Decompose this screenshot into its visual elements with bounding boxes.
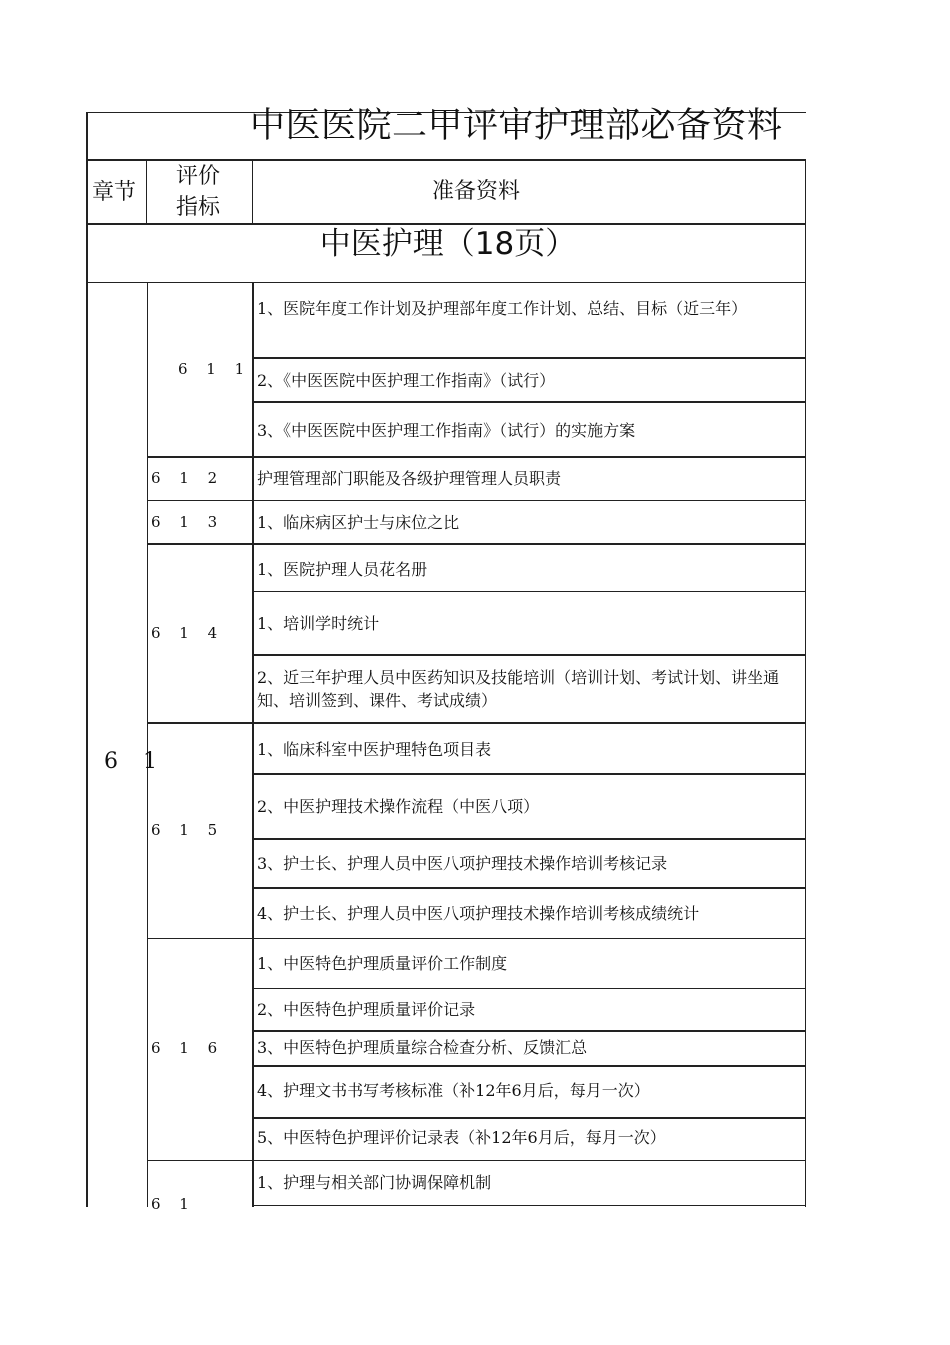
list-item: 2、近三年护理人员中医药知识及技能培训（培训计划、考试计划、讲坐通知、培训签到、课件、考试成绩）: [257, 668, 780, 710]
header-chapter: 章节: [92, 180, 137, 205]
list-item: 1、医院护理人员花名册: [257, 560, 428, 579]
list-item: 护理管理部门职能及各级护理管理人员职责: [257, 469, 562, 488]
section-heading: 中医护理（18页）: [319, 226, 577, 262]
list-item: 5、中医特色护理评价记录表（补12年6月后，每月一次）: [257, 1128, 666, 1147]
list-item: 4、护理文书书写考核标准（补12年6月后，每月一次）: [257, 1081, 650, 1100]
list-item: 1、临床病区护士与床位之比: [257, 513, 460, 532]
list-item: 3、护士长、护理人员中医八项护理技术操作培训考核记录: [257, 854, 668, 873]
list-item: 2、中医特色护理质量评价记录: [257, 1000, 476, 1019]
indicator-index: 6 1 1: [178, 360, 245, 378]
list-item: 3、《中医医院中医护理工作指南》（试行）的实施方案: [257, 421, 636, 440]
indicator-index: 6 1 2: [151, 469, 218, 487]
indicator-index: 6 1 4: [151, 624, 218, 642]
indicator-index: 6 1 6: [151, 1039, 218, 1057]
header-materials: 准备资料: [432, 179, 521, 204]
indicator-index: 6 1 5: [151, 821, 218, 839]
list-item: 1、医院年度工作计划及护理部年度工作计划、总结、目标（近三年）: [257, 299, 748, 318]
list-item: 1、临床科室中医护理特色项目表: [257, 740, 492, 759]
header-indicator-line2: 指标: [176, 195, 221, 220]
indicator-index: 6 1 3: [151, 513, 218, 531]
list-item: 1、护理与相关部门协调保障机制: [257, 1173, 492, 1192]
page-title: 中医医院二甲评审护理部必备资料: [250, 106, 783, 146]
list-item: 2、《中医医院中医护理工作指南》（试行）: [257, 371, 556, 390]
list-item: 1、培训学时统计: [257, 614, 380, 633]
header-indicator-line1: 评价: [176, 164, 221, 189]
list-item: 2、中医护理技术操作流程（中医八项）: [257, 797, 540, 816]
list-item: 4、护士长、护理人员中医八项护理技术操作培训考核成绩统计: [257, 904, 700, 923]
chapter-label: 6 1: [104, 749, 157, 774]
indicator-index: 6 1: [151, 1195, 189, 1213]
list-item: 1、中医特色护理质量评价工作制度: [257, 954, 508, 973]
list-item: 3、中医特色护理质量综合检查分析、反馈汇总: [257, 1038, 588, 1057]
